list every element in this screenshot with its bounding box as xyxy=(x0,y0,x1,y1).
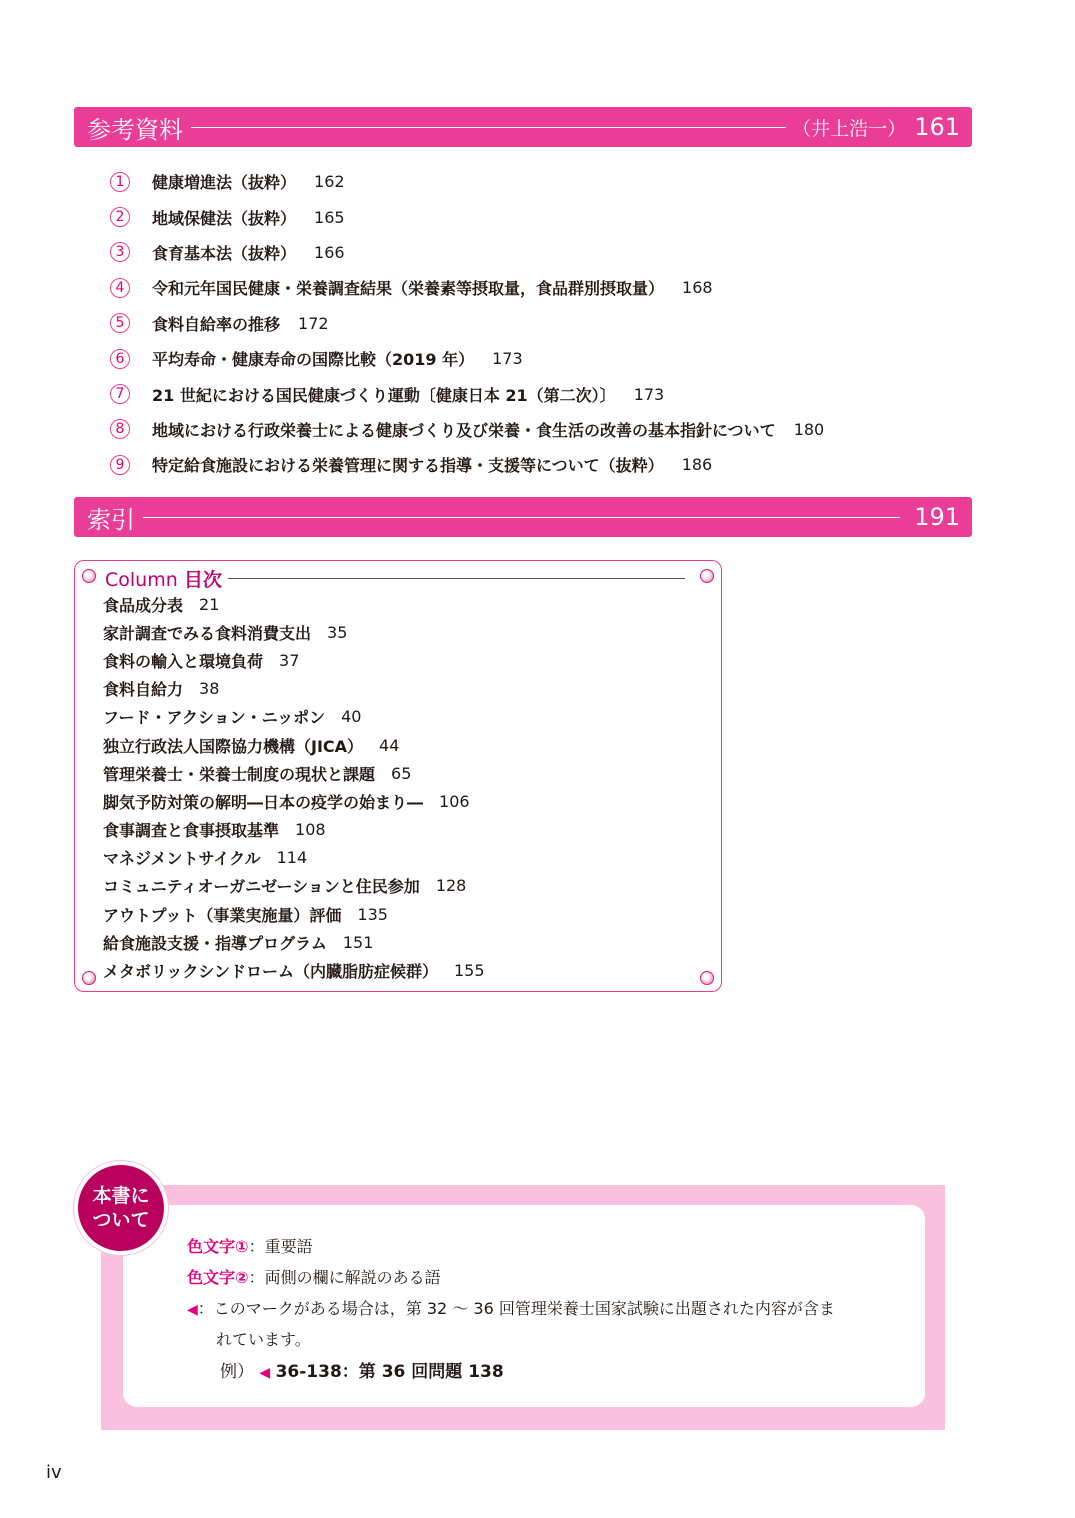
column-item-title: 食料自給力 xyxy=(103,680,184,700)
legend-label: 色文字① xyxy=(187,1237,249,1256)
circled-number: 1 xyxy=(110,172,130,192)
circled-number: 6 xyxy=(110,349,130,369)
legend-desc: ：このマークがある場合は，第 32 ～ 36 回管理栄養士国家試験に出題された内容が含ま xyxy=(197,1299,835,1318)
reference-page: 186 xyxy=(681,455,713,475)
legend-color1 xyxy=(187,1234,313,1257)
reference-page: 173 xyxy=(492,349,523,369)
section-title: 索引 xyxy=(87,505,135,534)
section-title: 参考資料 xyxy=(87,115,183,144)
column-item[interactable] xyxy=(103,590,485,618)
circled-number: 3 xyxy=(110,242,130,262)
reference-list xyxy=(110,164,824,483)
reference-title: 健康増進法（抜粋） xyxy=(152,173,297,193)
column-title-en: Column xyxy=(105,568,178,591)
triangle-mark-icon: ◀ xyxy=(259,1365,271,1381)
reference-title: 平均寿命・健康寿命の国際比較（2019 年） xyxy=(152,350,475,370)
reference-item[interactable] xyxy=(110,306,824,341)
reference-item[interactable] xyxy=(110,235,824,270)
reference-page: 172 xyxy=(298,313,329,333)
column-header xyxy=(83,565,685,591)
column-item-page: 114 xyxy=(276,848,308,868)
legend-label: 色文字② xyxy=(187,1268,249,1287)
column-item-page: 106 xyxy=(439,791,470,811)
section-page: 191 xyxy=(914,503,960,531)
reference-page: 180 xyxy=(793,419,825,439)
column-item[interactable] xyxy=(103,731,485,759)
column-item-title: 給食施設支援・指導プログラム xyxy=(103,933,327,953)
legend-desc: れています。 xyxy=(216,1330,311,1349)
column-item-title: 食料の輸入と環境負荷 xyxy=(103,651,264,671)
bullet-dot-icon xyxy=(700,569,714,583)
reference-page: 166 xyxy=(314,242,345,262)
column-item-title: アウトプット（事業実施量）評価 xyxy=(103,905,342,925)
reference-item[interactable] xyxy=(110,199,824,234)
example-code: 36-138 xyxy=(275,1362,342,1382)
bullet-dot-icon xyxy=(82,971,96,985)
reference-title: 特定給食施設における栄養管理に関する指導・支援等について（抜粋） xyxy=(152,456,664,476)
badge-line: ついて xyxy=(92,1209,150,1231)
reference-page: 162 xyxy=(314,172,345,192)
column-item-page: 40 xyxy=(341,707,362,727)
page-number: iv xyxy=(46,1462,62,1483)
leader-line xyxy=(143,517,900,518)
column-item-title: コミュニティオーガニゼーションと住民参加 xyxy=(103,877,420,897)
circled-number: 7 xyxy=(110,384,130,404)
column-item-page: 35 xyxy=(327,622,348,642)
bullet-dot-icon xyxy=(700,971,714,985)
column-item-page: 38 xyxy=(199,679,220,699)
reference-page: 165 xyxy=(314,207,345,227)
column-item-page: 128 xyxy=(435,876,467,896)
reference-title: 地域における行政栄養士による健康づくり及び栄養・食生活の改善の基本指針について xyxy=(152,420,776,440)
column-title-ja: 目次 xyxy=(183,568,222,591)
circled-number: 8 xyxy=(110,419,130,439)
column-item[interactable] xyxy=(103,675,485,703)
column-item[interactable] xyxy=(103,787,485,815)
reference-item[interactable] xyxy=(110,270,824,305)
column-item-title: 脚気予防対策の解明―日本の疫学の始まり― xyxy=(103,792,424,812)
reference-title: 令和元年国民健康・栄養調査結果（栄養素等摂取量，食品群別摂取量） xyxy=(152,279,665,299)
column-title xyxy=(105,565,222,592)
legend-mark-cont xyxy=(216,1327,311,1350)
example-prefix: 例） xyxy=(220,1362,254,1382)
section-author: （井上浩一） xyxy=(792,117,907,140)
reference-item[interactable] xyxy=(110,376,824,411)
column-item[interactable] xyxy=(103,844,485,872)
column-item[interactable] xyxy=(103,872,485,900)
column-item[interactable] xyxy=(103,928,485,956)
reference-title: 食料自給率の推移 xyxy=(152,314,281,334)
circled-number: 2 xyxy=(110,207,130,227)
column-item-page: 108 xyxy=(295,820,326,840)
legend-example xyxy=(220,1357,504,1382)
circled-number: 9 xyxy=(110,455,130,475)
legend-color2 xyxy=(187,1265,441,1288)
column-item-title: 管理栄養士・栄養士制度の現状と課題 xyxy=(103,764,376,784)
column-item[interactable] xyxy=(103,618,485,646)
triangle-mark-icon: ◀ xyxy=(187,1302,198,1318)
column-item[interactable] xyxy=(103,759,485,787)
column-item[interactable] xyxy=(103,816,485,844)
reference-title: 食育基本法（抜粋） xyxy=(152,243,297,263)
column-item-page: 155 xyxy=(453,961,485,981)
column-item-page: 21 xyxy=(199,594,220,614)
column-item[interactable] xyxy=(103,703,485,731)
circled-number: 5 xyxy=(110,313,130,333)
column-item-page: 44 xyxy=(379,735,400,755)
legend-mark xyxy=(187,1296,835,1319)
legend-desc: ：重要語 xyxy=(248,1237,313,1256)
column-item-title: メタボリックシンドローム（内臓脂肪症候群） xyxy=(103,962,438,982)
section-page: 161 xyxy=(914,113,960,141)
column-rule xyxy=(228,578,685,579)
reference-item[interactable] xyxy=(110,341,824,376)
column-item-page: 37 xyxy=(279,650,300,670)
column-list xyxy=(103,590,485,985)
reference-item[interactable] xyxy=(110,447,824,482)
reference-page: 173 xyxy=(633,384,665,404)
reference-item[interactable] xyxy=(110,412,824,447)
reference-item[interactable] xyxy=(110,164,824,199)
circled-number: 4 xyxy=(110,278,130,298)
leader-line xyxy=(191,127,786,128)
section-bar-index xyxy=(74,497,972,537)
column-item-title: 食品成分表 xyxy=(103,595,184,615)
badge-line: 本書に xyxy=(92,1185,150,1207)
column-item-page: 65 xyxy=(391,763,412,783)
column-item-title: マネジメントサイクル xyxy=(103,849,261,869)
reference-title: 地域保健法（抜粋） xyxy=(152,208,297,228)
about-book-badge xyxy=(74,1161,168,1255)
column-item[interactable] xyxy=(103,646,485,674)
column-item[interactable] xyxy=(103,956,485,984)
column-item-title: 食事調査と食事摂取基準 xyxy=(103,821,280,841)
reference-title: 21 世紀における国民健康づくり運動〔健康日本 21（第二次）〕 xyxy=(152,385,616,405)
column-item-title: 独立行政法人国際協力機構（JICA） xyxy=(103,736,364,756)
section-bar-reference xyxy=(74,107,972,147)
column-item-title: フード・アクション・ニッポン xyxy=(103,708,326,728)
legend-desc: ：両側の欄に解説のある語 xyxy=(248,1268,441,1287)
column-item-page: 151 xyxy=(342,932,374,952)
reference-page: 168 xyxy=(682,278,713,298)
column-item-page: 135 xyxy=(357,904,388,924)
example-desc: ：第 36 回問題 138 xyxy=(341,1362,504,1382)
column-item-title: 家計調査でみる食料消費支出 xyxy=(103,623,312,643)
column-item[interactable] xyxy=(103,900,485,928)
column-contents-box xyxy=(74,560,722,992)
